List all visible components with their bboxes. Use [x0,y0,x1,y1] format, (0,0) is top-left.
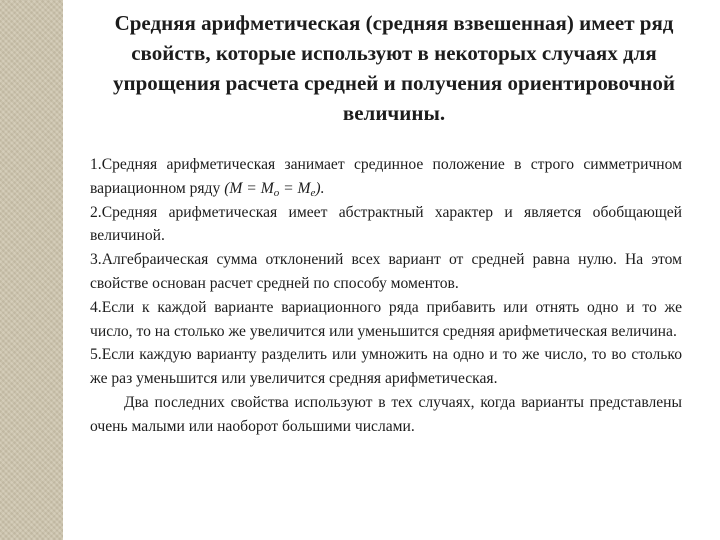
property-item-2: 2.Средняя арифметическая имеет абстрактный характер и является обобщающей величиной. [90,203,682,245]
property-item-1 [90,153,682,201]
closing-note: Два последних свойства используют в тех случаях, когда варианты представлены очень малыми или наоборот большими числами. [90,393,682,435]
property-text-1: 1.Средняя арифметическая занимает срединное положение в строго симметричном вариационном ряду [90,156,682,197]
property-item-5: 5.Если каждую варианту разделить или умножить на одно и то же число, то во столько же раз уменьшится или увеличится средняя арифметическая. [90,346,682,388]
decorative-side-bar [0,0,63,540]
slide-content [74,0,714,540]
property-item-3: 3.Алгебраическая сумма отклонений всех вариант от средней равна нулю. На этом свойстве основан расчет средней по способу моментов. [90,251,682,292]
symmetry-formula: $(M = M_o = M_e)$. [224,179,325,199]
slide-title: Средняя арифметическая (средняя взвешенная) имеет ряд свойств, которые используют в некоторых случаях для упрощения расчета средней и получения ориентировочной величины. [112,11,676,125]
properties-list [90,153,682,439]
property-item-4: 4.Если к каждой варианте вариационного ряда прибавить или отнять одно и то же число, то на столько же увеличится или уменьшится средняя арифметическая величина. [90,298,682,340]
